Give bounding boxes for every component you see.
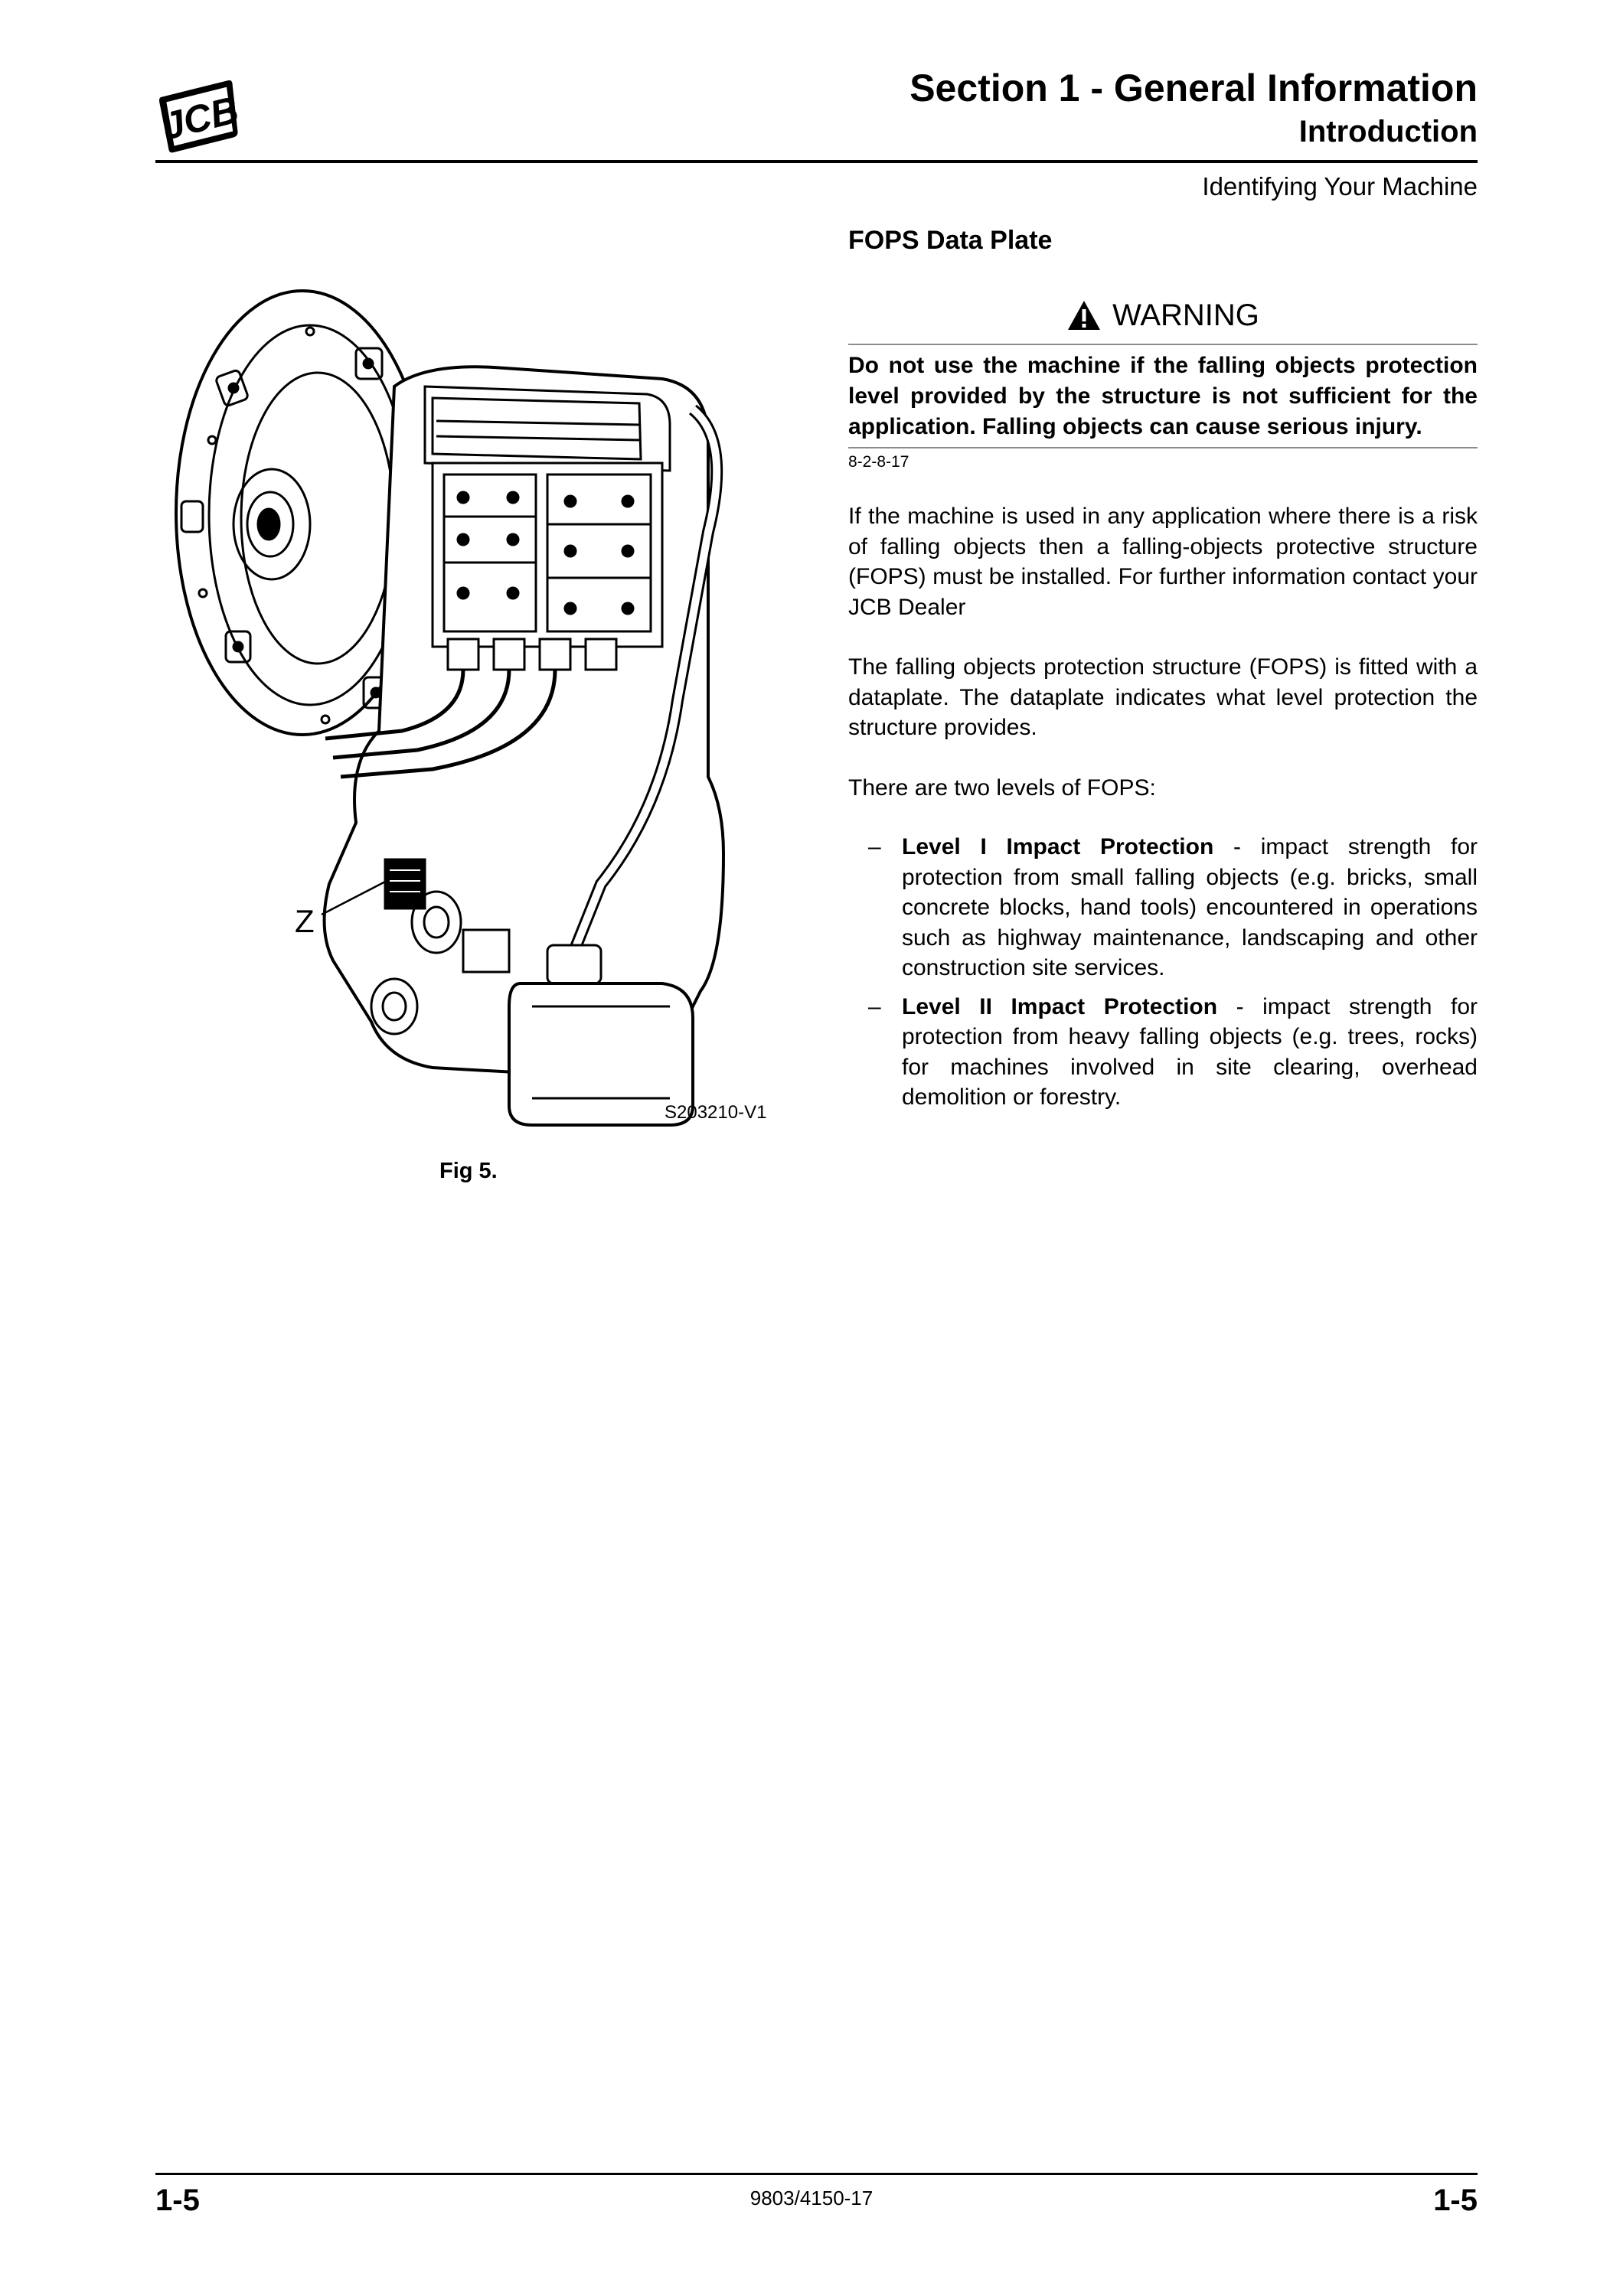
paragraph: The falling objects protection structure (FOPS) is fitted with a dataplate. The dataplate indicates what level protection the structure provides.: [848, 654, 1478, 740]
section-title: Section 1 - General Information: [909, 67, 1478, 109]
paragraph: There are two levels of FOPS:: [848, 775, 1156, 801]
fops-level-list: [848, 832, 1478, 1121]
callout-z-label: Z: [295, 903, 315, 939]
paragraph: If the machine is used in any application where there is a risk of falling objects then a falling-objects protective structure (FOPS) must be installed. For further information contact your JCB Dealer: [848, 504, 1478, 620]
warning-code: 8-2-8-17: [848, 453, 909, 471]
figure-caption: Fig 5.: [439, 1159, 498, 1183]
warning-text: Do not use the machine if the falling objects protection level provided by the structure is not sufficient for the application. Falling objects can cause serious injury.: [848, 353, 1478, 439]
document-number: 9803/4150-17: [749, 2187, 874, 2210]
list-item: [848, 992, 1478, 1113]
jcb-logo: [157, 73, 245, 153]
warning-bottom-rule: [848, 447, 1478, 448]
warning-triangle-icon: [1066, 299, 1102, 331]
level-description: - impact strength for protection from small falling objects (e.g. bricks, small concrete blocks, hand tools) encountered in operations such as highway maintenance, landscaping and other construction site services.: [902, 834, 1478, 980]
level-term: Level I Impact Protection: [902, 834, 1214, 859]
chapter-title: Introduction: [1298, 115, 1478, 148]
page-number-right: 1-5: [1433, 2183, 1478, 2217]
warning-top-rule: [848, 344, 1478, 345]
warning-label: WARNING: [1112, 298, 1259, 332]
content-heading: FOPS Data Plate: [848, 226, 1053, 255]
subsection-title: Identifying Your Machine: [1202, 172, 1478, 201]
figure-code: S203210-V1: [665, 1102, 767, 1123]
list-item: [848, 832, 1478, 983]
page-number-left: 1-5: [155, 2183, 200, 2217]
svg-text:JCB: JCB: [158, 88, 243, 148]
list-dash: –: [868, 834, 881, 859]
warning-header: [848, 296, 1478, 334]
transmission-illustration: [172, 272, 785, 1137]
level-description: - impact strength for protection from heavy falling objects (e.g. trees, rocks) for machines involved in site clearing, overhead demolition or forestry.: [902, 993, 1478, 1110]
list-dash: –: [868, 993, 881, 1019]
footer-divider: [155, 2173, 1478, 2175]
header-divider: [155, 160, 1478, 163]
level-term: Level II Impact Protection: [902, 993, 1218, 1019]
